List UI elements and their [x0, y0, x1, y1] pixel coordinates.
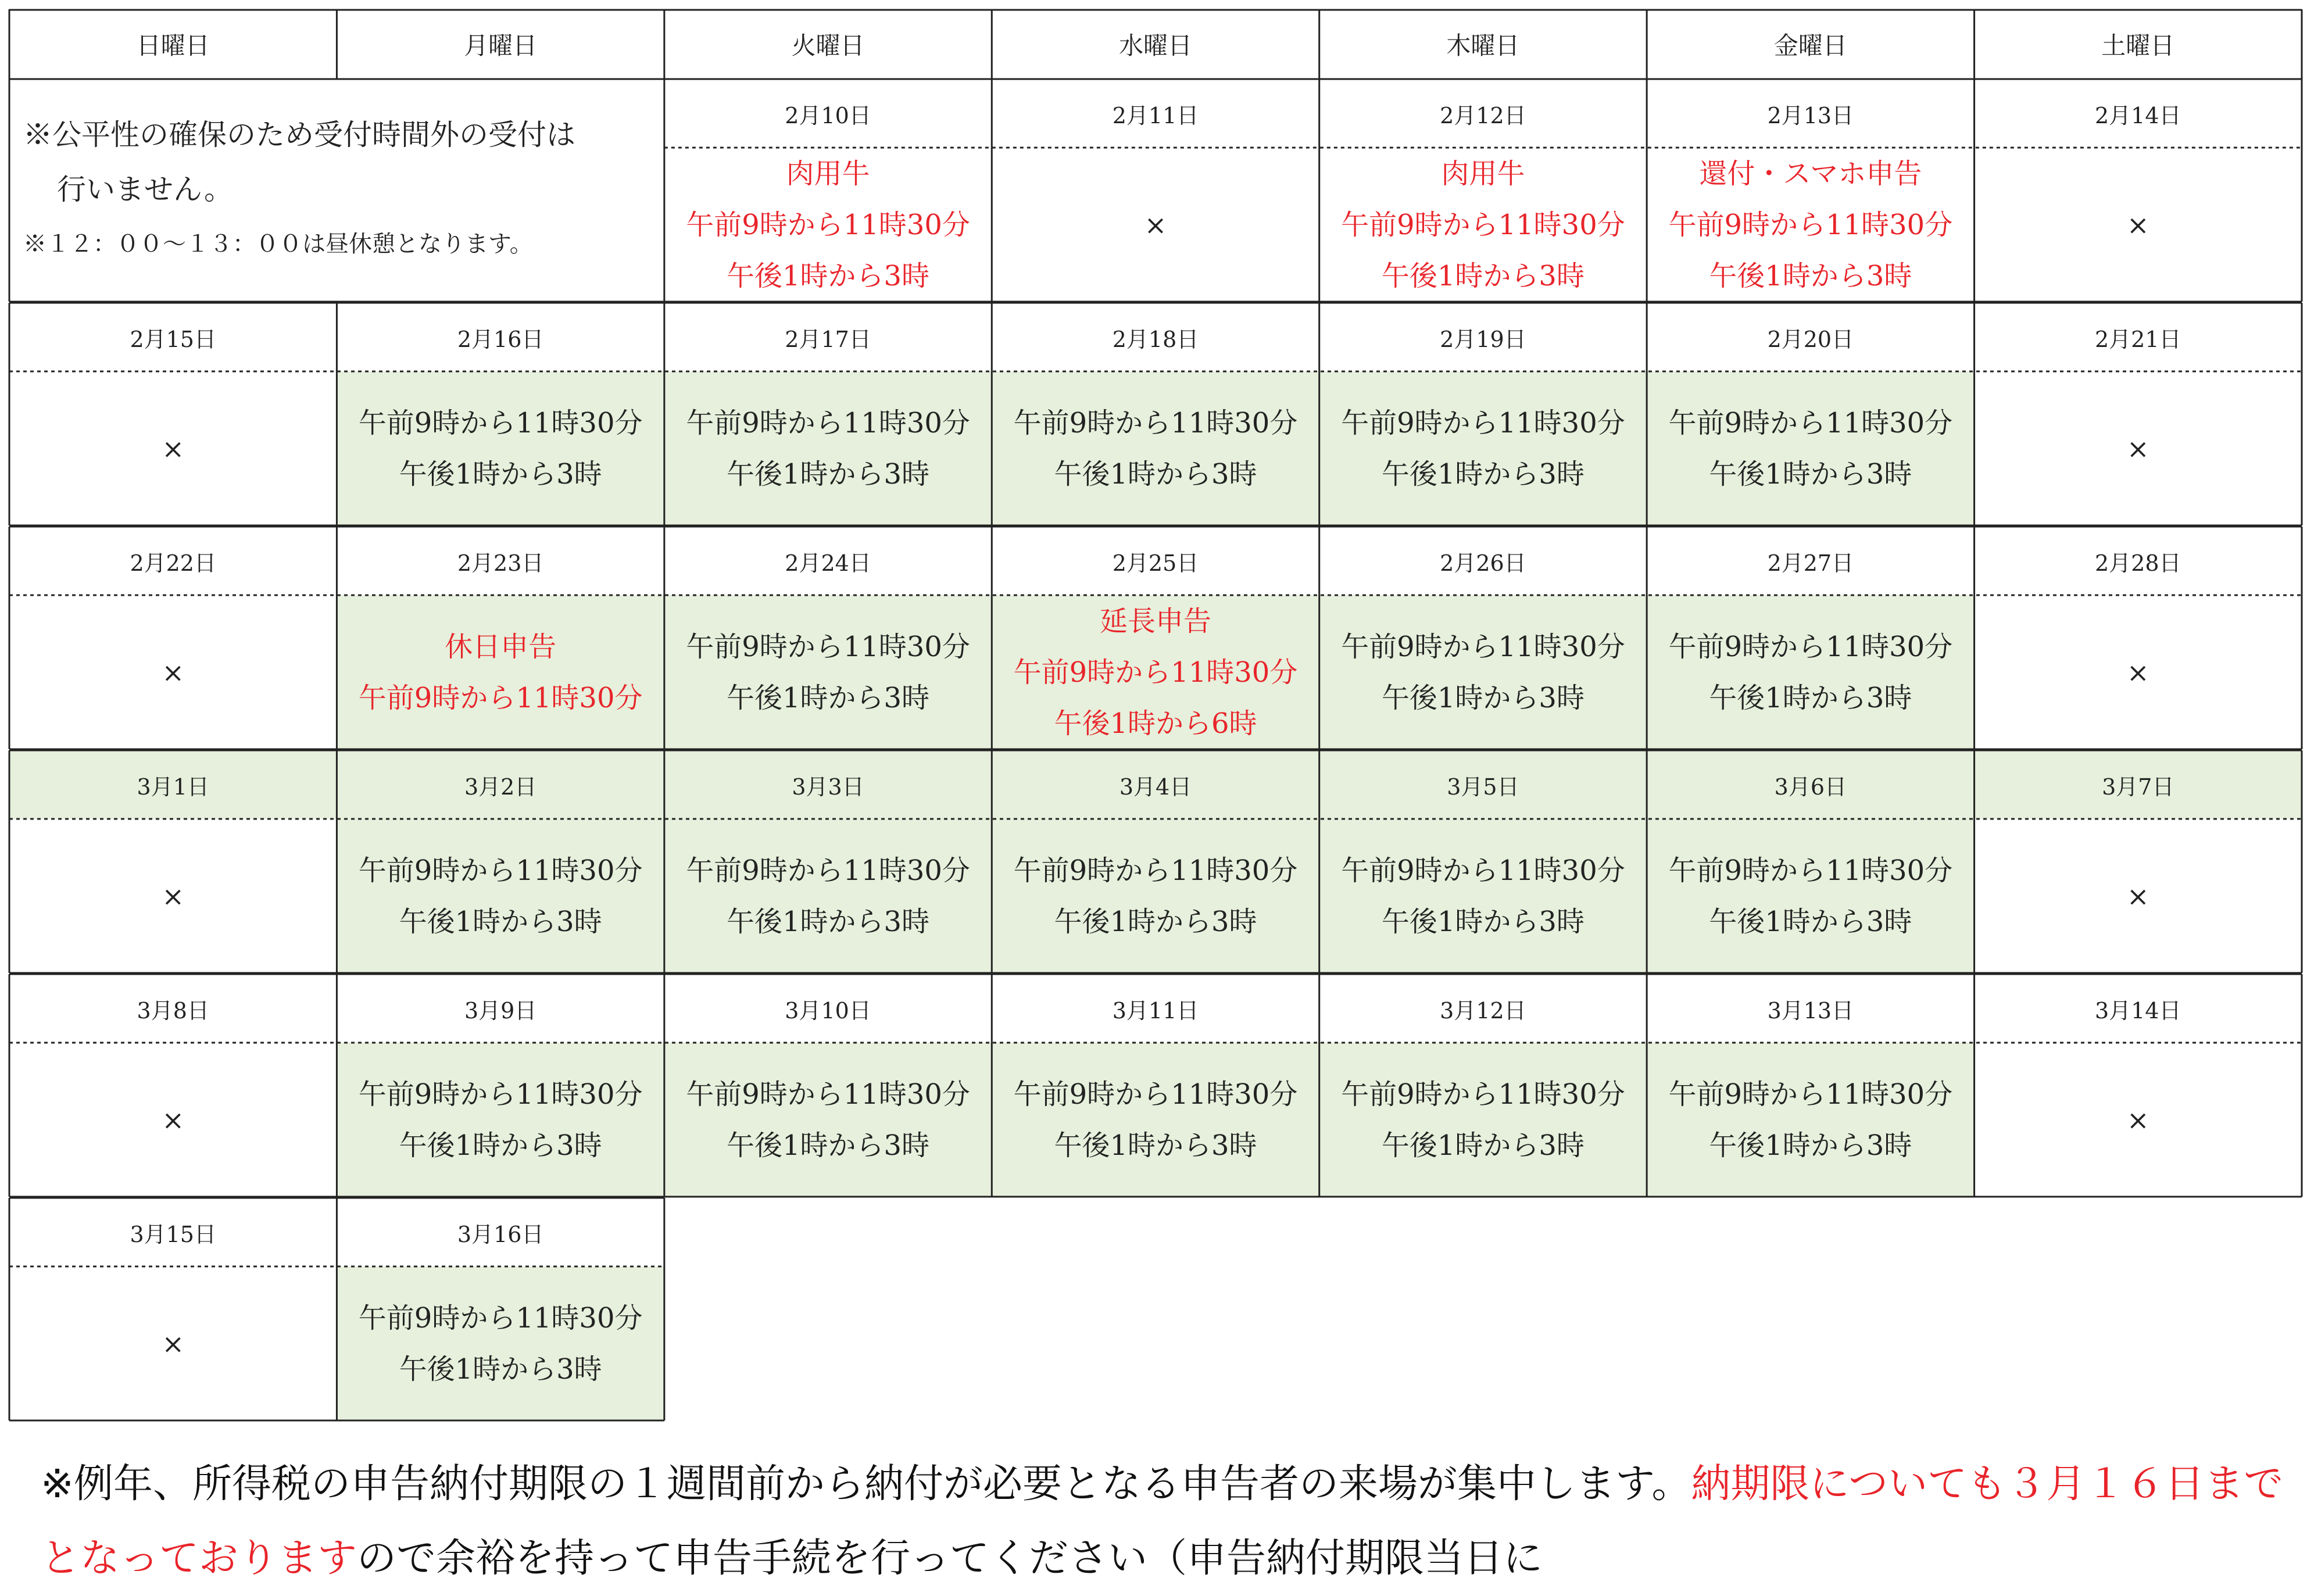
- hours-line: 午後1時から3時: [727, 457, 930, 491]
- reception-hours-cell: [1319, 595, 1647, 749]
- hours-line: 午前9時から11時30分: [358, 854, 643, 887]
- weekday-header-5: 金曜日: [1647, 9, 1974, 79]
- date-cell: 2月23日: [337, 527, 664, 595]
- date-cell: 3月1日: [9, 750, 337, 819]
- hours-line: 午前9時から11時30分: [686, 208, 970, 241]
- date-cell: 2月25日: [992, 527, 1319, 595]
- date-cell: 2月21日: [1975, 303, 2302, 371]
- date-cell: 3月6日: [1647, 750, 1974, 819]
- date-cell: 2月10日: [664, 79, 992, 148]
- hours-line: 午後1時から3時: [727, 905, 930, 938]
- hours-line: 肉用牛: [1441, 157, 1525, 190]
- date-cell: 2月16日: [337, 303, 664, 371]
- date-cell: 3月11日: [992, 974, 1319, 1043]
- reception-hours-cell: [1647, 1043, 1974, 1197]
- hours-line: 午後1時から3時: [1381, 259, 1585, 292]
- reception-hours-cell: [1647, 819, 1974, 973]
- closed-mark: ×: [2127, 209, 2149, 241]
- hours-line: 午後1時から3時: [399, 905, 602, 938]
- date-cell: 2月18日: [992, 303, 1319, 371]
- reception-hours-cell: [992, 148, 1319, 302]
- footnote-part-3: ので余裕を持って申告手続を行ってください（申告納付期限当日に: [357, 1536, 1543, 1581]
- hours-line: 午前9時から11時30分: [1341, 630, 1625, 663]
- hours-line: 延長申告: [1099, 604, 1211, 638]
- closed-mark: ×: [162, 1327, 184, 1359]
- date-cell: 2月20日: [1647, 303, 1974, 371]
- closed-mark: ×: [2127, 432, 2149, 464]
- date-cell: 2月13日: [1647, 79, 1974, 148]
- weekday-header-2: 火曜日: [664, 9, 992, 79]
- reception-hours-cell: [337, 371, 664, 525]
- hours-line: 午前9時から11時30分: [1341, 1078, 1625, 1111]
- closed-mark: ×: [2127, 880, 2149, 912]
- hours-line: 午後1時から3時: [1381, 1129, 1585, 1162]
- footnote-part-1: ※例年、所得税の申告納付期限の１週間前から納付が必要となる申告者の来場が集中します。: [41, 1461, 1691, 1507]
- hours-line: 午後1時から3時: [727, 681, 930, 714]
- hours-line: 午後1時から3時: [1709, 457, 1912, 491]
- footnote: [41, 1447, 2284, 1596]
- reception-hours-cell: [992, 1043, 1319, 1197]
- date-cell: 2月22日: [9, 527, 337, 595]
- reception-hours-cell: [9, 595, 337, 749]
- closed-mark: ×: [2127, 1104, 2149, 1136]
- hours-line: 午前9時から11時30分: [686, 630, 970, 663]
- date-cell: 2月14日: [1975, 79, 2302, 148]
- hours-line: 午前9時から11時30分: [1668, 630, 1953, 663]
- reception-hours-cell: [1975, 371, 2302, 525]
- date-cell: 3月16日: [337, 1198, 664, 1266]
- hours-line: 午後1時から3時: [1709, 259, 1912, 292]
- note-line-3: ※１２：００～１３：００は昼休憩となります。: [23, 230, 533, 257]
- footnote-deadline-notice: 納期限についても３月１６日までとなっております: [41, 1461, 2284, 1581]
- reception-hours-cell: [664, 819, 992, 973]
- date-cell: 2月15日: [9, 303, 337, 371]
- hours-line: 午前9時から11時30分: [1668, 854, 1953, 887]
- reception-hours-cell: [1319, 371, 1647, 525]
- reception-hours-cell: [337, 1266, 664, 1420]
- reception-hours-cell: [1319, 1043, 1647, 1197]
- reception-hours-cell: [664, 371, 992, 525]
- hours-line: 午前9時から11時30分: [1013, 406, 1298, 439]
- hours-line: 午後1時から3時: [399, 1352, 602, 1386]
- date-cell: 3月12日: [1319, 974, 1647, 1043]
- reception-hours-cell: [1975, 148, 2302, 302]
- reception-hours-cell: [1975, 1043, 2302, 1197]
- hours-line: 午前9時から11時30分: [1668, 1078, 1953, 1111]
- hours-line: 午前9時から11時30分: [1668, 406, 1953, 439]
- hours-line: 午前9時から11時30分: [1013, 656, 1298, 689]
- hours-line: 午前9時から11時30分: [1668, 208, 1953, 241]
- hours-line: 休日申告: [445, 630, 557, 663]
- hours-line: 午後1時から3時: [1381, 681, 1585, 714]
- hours-line: 午後1時から3時: [1054, 457, 1257, 491]
- reception-hours-cell: [1975, 595, 2302, 749]
- hours-line: 午後1時から3時: [1709, 1129, 1912, 1162]
- date-cell: 3月13日: [1647, 974, 1974, 1043]
- hours-line: 午前9時から11時30分: [358, 1078, 643, 1111]
- reception-hours-cell: [1319, 819, 1647, 973]
- reception-hours-cell: [992, 819, 1319, 973]
- hours-line: 午後1時から3時: [1054, 905, 1257, 938]
- reception-hours-cell: [9, 371, 337, 525]
- date-cell: 2月19日: [1319, 303, 1647, 371]
- hours-line: 午後1時から3時: [1709, 905, 1912, 938]
- weekday-header-1: 月曜日: [337, 9, 664, 79]
- weekday-header-6: 土曜日: [1975, 9, 2302, 79]
- hours-line: 午前9時から11時30分: [358, 406, 643, 439]
- hours-line: 午後1時から3時: [399, 1129, 602, 1162]
- reception-hours-cell: [992, 595, 1319, 749]
- hours-line: 午前9時から11時30分: [1341, 208, 1625, 241]
- hours-line: 午前9時から11時30分: [358, 681, 643, 714]
- date-cell: 2月17日: [664, 303, 992, 371]
- date-cell: 2月26日: [1319, 527, 1647, 595]
- date-cell: 3月9日: [337, 974, 664, 1043]
- hours-line: 午後1時から3時: [727, 259, 930, 292]
- reception-hours-cell: [9, 1266, 337, 1420]
- date-cell: 3月7日: [1975, 750, 2302, 819]
- hours-line: 午前9時から11時30分: [1341, 406, 1625, 439]
- hours-line: 午前9時から11時30分: [686, 854, 970, 887]
- reception-hours-cell: [337, 819, 664, 973]
- reception-hours-cell: [9, 819, 337, 973]
- date-cell: 2月11日: [992, 79, 1319, 148]
- hours-line: 午前9時から11時30分: [686, 406, 970, 439]
- reception-hours-cell: [337, 595, 664, 749]
- reception-hours-cell: [664, 595, 992, 749]
- hours-line: 午後1時から3時: [1054, 1129, 1257, 1162]
- hours-line: 午後1時から3時: [1381, 457, 1585, 491]
- date-cell: 3月3日: [664, 750, 992, 819]
- reception-hours-cell: [992, 371, 1319, 525]
- date-cell: 3月15日: [9, 1198, 337, 1266]
- reception-hours-cell: [1647, 371, 1974, 525]
- closed-mark: ×: [1144, 209, 1167, 241]
- date-cell: 2月27日: [1647, 527, 1974, 595]
- date-cell: 3月8日: [9, 974, 337, 1043]
- closed-mark: ×: [162, 656, 184, 688]
- reception-calendar: [9, 9, 2302, 1426]
- reception-hours-cell: [1975, 819, 2302, 973]
- hours-line: 午前9時から11時30分: [1013, 854, 1298, 887]
- note-line-1: ※公平性の確保のため受付時間外の受付は: [23, 117, 575, 152]
- closed-mark: ×: [162, 432, 184, 464]
- reception-hours-cell: [9, 1043, 337, 1197]
- note-line-2: 行いません。: [57, 172, 233, 206]
- reception-hours-cell: [1647, 148, 1974, 302]
- weekday-header-4: 木曜日: [1319, 9, 1647, 79]
- reception-hours-cell: [337, 1043, 664, 1197]
- date-cell: 3月14日: [1975, 974, 2302, 1043]
- reception-hours-cell: [1647, 595, 1974, 749]
- date-cell: 2月12日: [1319, 79, 1647, 148]
- weekday-header-3: 水曜日: [992, 9, 1319, 79]
- date-cell: 3月4日: [992, 750, 1319, 819]
- hours-line: 午前9時から11時30分: [358, 1301, 643, 1334]
- hours-line: 午後1時から6時: [1054, 707, 1257, 740]
- hours-line: 午前9時から11時30分: [686, 1078, 970, 1111]
- hours-line: 午前9時から11時30分: [1341, 854, 1625, 887]
- hours-line: 還付・スマホ申告: [1699, 157, 1922, 190]
- hours-line: 午後1時から3時: [399, 457, 602, 491]
- hours-line: 午前9時から11時30分: [1013, 1078, 1298, 1111]
- reception-hours-cell: [664, 148, 992, 302]
- closed-mark: ×: [162, 1104, 184, 1136]
- hours-line: 午後1時から3時: [727, 1129, 930, 1162]
- closed-mark: ×: [162, 880, 184, 912]
- reception-hours-cell: [1319, 148, 1647, 302]
- date-cell: 3月10日: [664, 974, 992, 1043]
- reception-note: [9, 79, 664, 299]
- closed-mark: ×: [2127, 656, 2149, 688]
- hours-line: 肉用牛: [786, 157, 870, 190]
- date-cell: 2月24日: [664, 527, 992, 595]
- date-cell: 3月2日: [337, 750, 664, 819]
- weekday-header-0: 日曜日: [9, 9, 337, 79]
- reception-hours-cell: [664, 1043, 992, 1197]
- date-cell: 3月5日: [1319, 750, 1647, 819]
- hours-line: 午後1時から3時: [1709, 681, 1912, 714]
- date-cell: 2月28日: [1975, 527, 2302, 595]
- hours-line: 午後1時から3時: [1381, 905, 1585, 938]
